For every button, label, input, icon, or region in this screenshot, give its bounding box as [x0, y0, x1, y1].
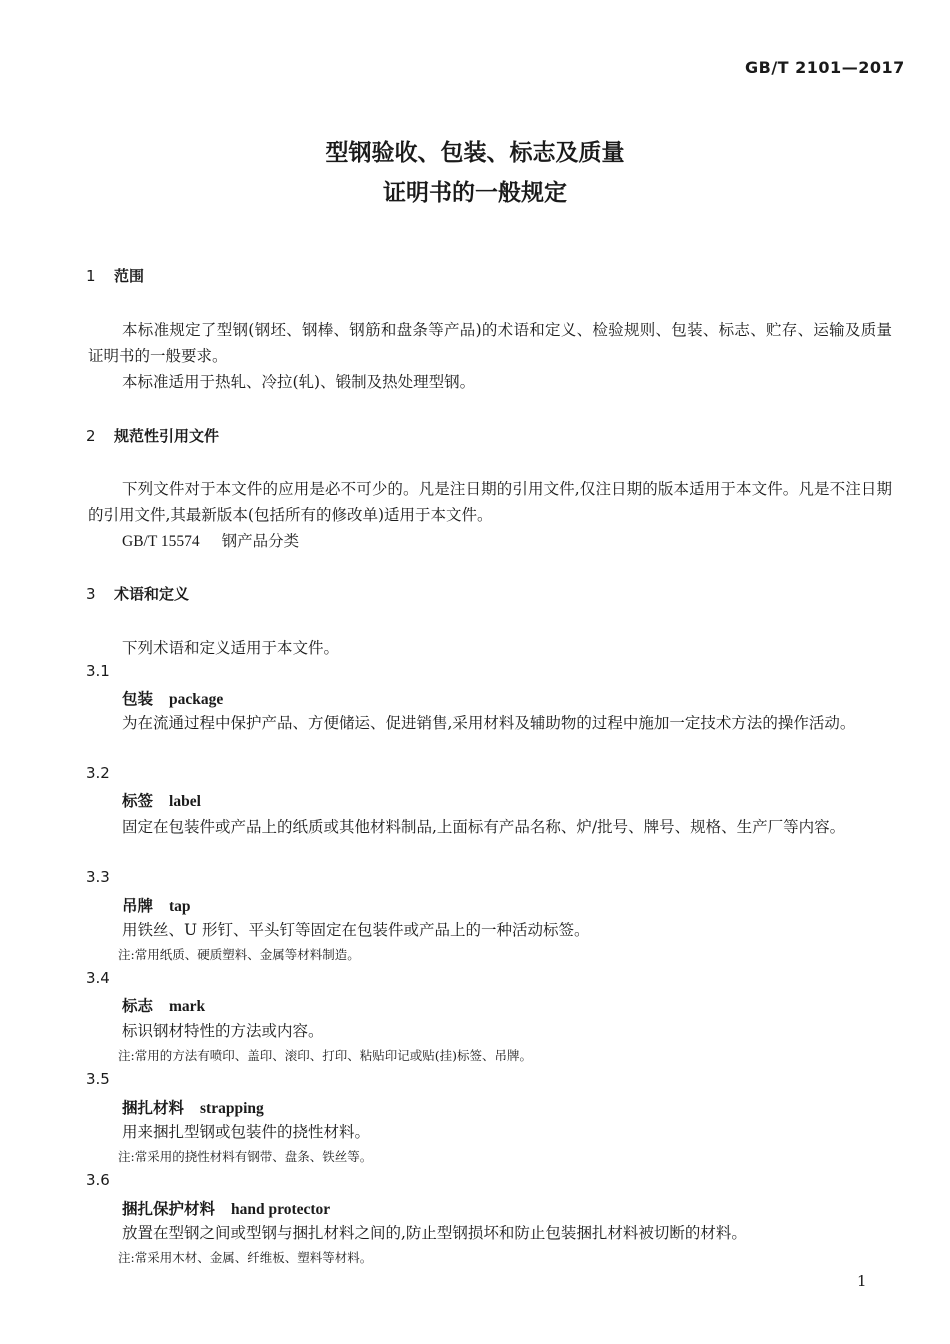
document-title-line2: 证明书的一般规定 [383, 180, 567, 206]
term-en: package [169, 691, 224, 708]
term-definition: 固定在包装件或产品上的纸质或其他材料制品,上面标有产品名称、炉/批号、牌号、规格、生产厂等内容。 [122, 818, 846, 836]
section-title: 范围 [114, 267, 145, 285]
reference-title: 钢产品分类 [221, 532, 300, 550]
term-note: 注:常采用的挠性材料有钢带、盘条、铁丝等。 [118, 1149, 373, 1164]
term-number: 3.3 [86, 868, 110, 886]
normative-references-paragraph: 下列文件对于本文件的应用是必不可少的。凡是注日期的引用文件,仅注日期的版本适用于本文件。凡是不注日期的引用文件,其最新版本(包括所有的修改单)适用于本文件。 [88, 480, 892, 524]
section-1-heading [86, 265, 144, 286]
section-3-heading [86, 583, 189, 604]
term-note: 注:常用的方法有喷印、盖印、滚印、打印、粘贴印记或贴(挂)标签、吊牌。 [118, 1048, 532, 1063]
term-en: mark [169, 998, 206, 1015]
term-zh: 标志 [122, 996, 154, 1015]
section-number: 3 [86, 585, 96, 603]
reference-entry [122, 528, 299, 555]
term-definition: 为在流通过程中保护产品、方便储运、促进销售,采用材料及辅助物的过程中施加一定技术方法的操作活动。 [122, 714, 856, 732]
term-definition: 标识钢材特性的方法或内容。 [122, 1022, 324, 1040]
scope-paragraph-2: 本标准适用于热轧、冷拉(轧)、锻制及热处理型钢。 [122, 373, 476, 391]
section-number: 2 [86, 427, 96, 445]
document-title-line1: 型钢验收、包装、标志及质量 [325, 140, 625, 166]
term-heading [122, 994, 205, 1016]
term-zh: 标签 [122, 791, 154, 810]
term-heading [122, 789, 201, 811]
term-zh: 吊牌 [122, 896, 154, 915]
term-note: 注:常采用木材、金属、纤维板、塑料等材料。 [118, 1250, 373, 1265]
terms-intro: 下列术语和定义适用于本文件。 [122, 639, 340, 657]
term-en: tap [169, 898, 191, 915]
term-heading [122, 894, 191, 916]
term-heading [122, 1096, 264, 1118]
term-number: 3.5 [86, 1070, 110, 1088]
term-definition: 用铁丝、U 形钉、平头钉等固定在包装件或产品上的一种活动标签。 [122, 921, 590, 939]
page-number: 1 [857, 1272, 867, 1290]
term-zh: 捆扎材料 [122, 1098, 185, 1117]
scope-paragraph-1: 本标准规定了型钢(钢坯、钢棒、钢筋和盘条等产品)的术语和定义、检验规则、包装、标志、贮存、运输及质量证明书的一般要求。 [88, 321, 892, 365]
section-number: 1 [86, 267, 96, 285]
term-heading [122, 1197, 330, 1219]
term-number: 3.2 [86, 764, 110, 782]
reference-code: GB/T 15574 [122, 533, 200, 550]
term-number: 3.1 [86, 662, 110, 680]
term-number: 3.4 [86, 969, 110, 987]
term-en: label [169, 793, 201, 810]
standard-code: GB/T 2101—2017 [745, 58, 905, 77]
term-zh: 包装 [122, 689, 154, 708]
section-title: 术语和定义 [114, 585, 190, 603]
term-heading [122, 687, 223, 709]
section-2-heading [86, 425, 219, 446]
term-en: strapping [200, 1100, 264, 1117]
term-note: 注:常用纸质、硬质塑料、金属等材料制造。 [118, 947, 360, 962]
term-number: 3.6 [86, 1171, 110, 1189]
section-title: 规范性引用文件 [114, 427, 220, 445]
term-definition: 放置在型钢之间或型钢与捆扎材料之间的,防止型钢损坏和防止包装捆扎材料被切断的材料。 [122, 1224, 747, 1242]
term-zh: 捆扎保护材料 [122, 1199, 216, 1218]
term-definition: 用来捆扎型钢或包装件的挠性材料。 [122, 1123, 371, 1141]
term-en: hand protector [231, 1201, 331, 1218]
